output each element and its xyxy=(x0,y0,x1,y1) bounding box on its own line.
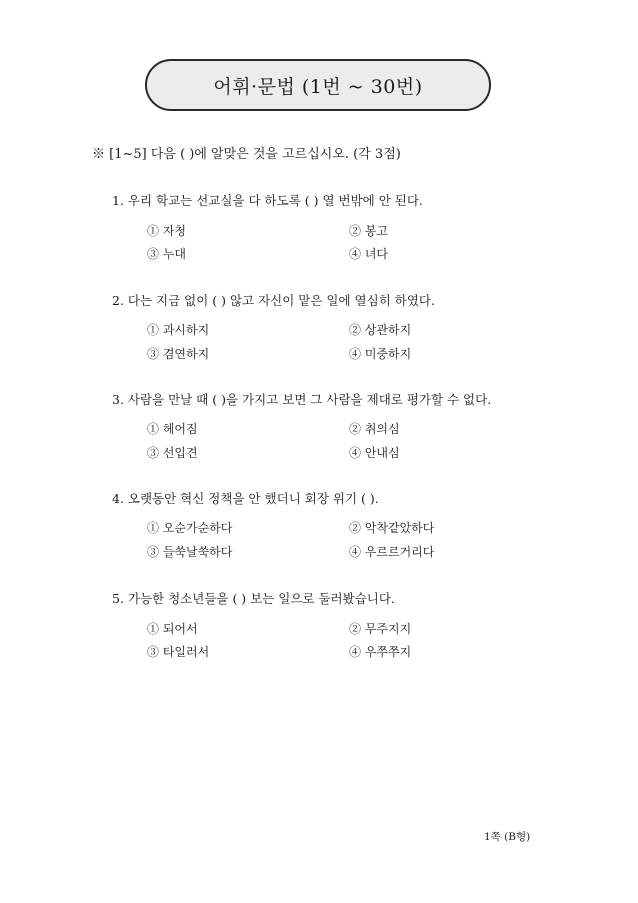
q5-choice-1[interactable]: ① 되어서 xyxy=(147,622,198,636)
page-footer: 1쪽 (B형) xyxy=(484,831,531,843)
q3-choice-3[interactable]: ③ 선입견 xyxy=(147,446,198,460)
question-4: 4. 오랫동안 혁신 정책을 안 했더니 회장 위기 ( ). xyxy=(112,491,379,506)
q1-choice-3[interactable]: ③ 누대 xyxy=(147,247,186,261)
instruction-text: ※ [1~5] 다음 ( )에 알맞은 것을 고르십시오. (각 3점) xyxy=(92,147,401,162)
question-3: 3. 사람을 만날 때 ( )을 가지고 보면 그 사람을 제대로 평가할 수 없다. xyxy=(112,392,492,407)
q5-choice-4[interactable]: ④ 우쭈쭈지 xyxy=(349,645,412,659)
q3-choice-1[interactable]: ① 헤어짐 xyxy=(147,422,198,436)
q5-choice-2[interactable]: ② 무주지지 xyxy=(349,622,412,636)
q4-choice-2[interactable]: ② 악착같았하다 xyxy=(349,521,435,535)
q4-choice-1[interactable]: ① 오순가순하다 xyxy=(147,521,233,535)
q1-choice-4[interactable]: ④ 녀다 xyxy=(349,247,388,261)
section-title: 어휘·문법 (1번 ~ 30번) xyxy=(145,59,491,111)
q4-choice-4[interactable]: ④ 우르르거리다 xyxy=(349,545,435,559)
question-1: 1. 우리 학교는 선교실을 다 하도록 ( ) 열 번밖에 안 된다. xyxy=(112,193,423,208)
question-2: 2. 다는 지금 없이 ( ) 않고 자신이 맡은 일에 열심히 하였다. xyxy=(112,293,435,308)
q1-choice-1[interactable]: ① 자청 xyxy=(147,224,186,238)
q3-choice-2[interactable]: ② 취의심 xyxy=(349,422,400,436)
q2-choice-2[interactable]: ② 상관하지 xyxy=(349,323,412,337)
q2-choice-3[interactable]: ③ 겸연하지 xyxy=(147,347,210,361)
q3-choice-4[interactable]: ④ 안내심 xyxy=(349,446,400,460)
question-5: 5. 가능한 청소년들을 ( ) 보는 일으로 둘러봤습니다. xyxy=(112,591,395,606)
q2-choice-1[interactable]: ① 과시하지 xyxy=(147,323,210,337)
q2-choice-4[interactable]: ④ 미중하지 xyxy=(349,347,412,361)
q4-choice-3[interactable]: ③ 들쑥날쑥하다 xyxy=(147,545,233,559)
q1-choice-2[interactable]: ② 봉고 xyxy=(349,224,388,238)
q5-choice-3[interactable]: ③ 타일러서 xyxy=(147,645,210,659)
